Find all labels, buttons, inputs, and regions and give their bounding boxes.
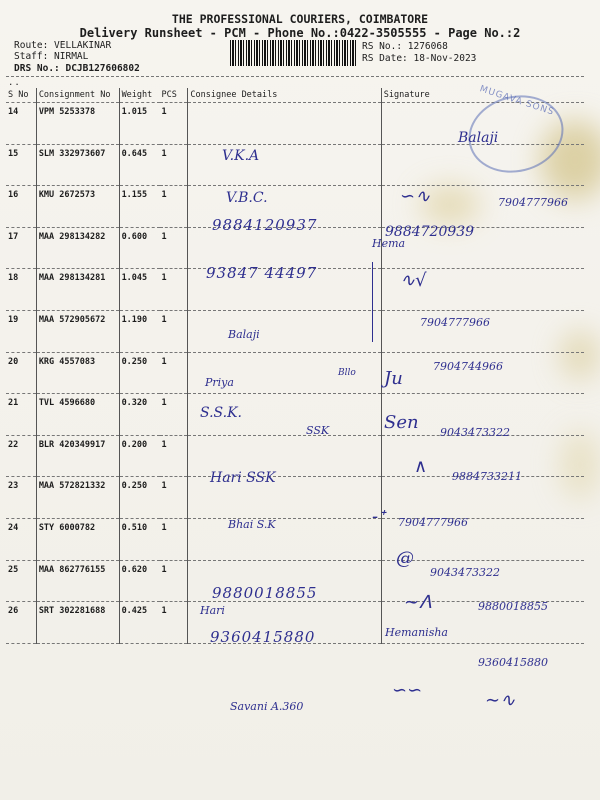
signature-scribble: ∼∿ bbox=[485, 690, 516, 711]
column-header: Consignment No bbox=[36, 88, 119, 103]
sno-cell: 15 bbox=[6, 144, 36, 186]
handwritten-name: Hema bbox=[372, 237, 406, 250]
weight-cell: 0.320 bbox=[119, 394, 159, 436]
column-header: Signature bbox=[381, 88, 584, 103]
handwritten-phone: 7904777966 bbox=[420, 316, 490, 329]
column-header: S No bbox=[6, 88, 36, 103]
route-label: Route: VELLAKINAR bbox=[14, 40, 112, 51]
runsheet-subtitle: Delivery Runsheet - PCM - Phone No.:0422-3505555 - Page No.:2 bbox=[79, 26, 521, 40]
sno-cell: 22 bbox=[6, 435, 36, 477]
weight-cell: 0.645 bbox=[119, 144, 159, 186]
signature-scribble: ∽∿ bbox=[400, 186, 431, 207]
column-header: Consignee Details bbox=[188, 88, 381, 103]
sno-cell: 23 bbox=[6, 477, 36, 519]
pcs-cell: 1 bbox=[160, 186, 188, 228]
handwritten-phone: 7904777966 bbox=[398, 516, 468, 529]
consignment-cell: MAA 572821332 bbox=[36, 477, 119, 519]
handwritten-note: V.B.C. bbox=[226, 190, 268, 206]
signature-cell bbox=[381, 477, 584, 519]
handwritten-note: S.S.K. bbox=[200, 405, 242, 421]
weight-cell: 0.510 bbox=[119, 518, 159, 560]
dots: .. bbox=[8, 78, 21, 88]
signature-scribble: ∽∽ bbox=[392, 680, 423, 701]
consignee-cell bbox=[188, 518, 381, 560]
handwritten-note: Balaji bbox=[228, 328, 260, 341]
consignment-cell: MAA 862776155 bbox=[36, 560, 119, 602]
sno-cell: 17 bbox=[6, 227, 36, 269]
pcs-cell: 1 bbox=[160, 227, 188, 269]
handwritten-phone: 7904777966 bbox=[498, 196, 568, 209]
weight-cell: 0.200 bbox=[119, 435, 159, 477]
pcs-cell: 1 bbox=[160, 477, 188, 519]
stamp-text: MUGAVA SONS bbox=[478, 84, 556, 118]
weight-cell: 0.250 bbox=[119, 352, 159, 394]
barcode bbox=[230, 40, 356, 66]
weight-cell: 0.620 bbox=[119, 560, 159, 602]
handwritten-phone: 93847 44497 bbox=[206, 264, 318, 282]
divider bbox=[6, 76, 584, 77]
sno-cell: 16 bbox=[6, 186, 36, 228]
handwritten-phone: 9043473322 bbox=[430, 566, 500, 579]
handwritten-signature: Balaji bbox=[458, 130, 499, 146]
consignment-cell: MAA 298134282 bbox=[36, 227, 119, 269]
handwritten-phone: 7904744966 bbox=[433, 360, 503, 373]
pcs-cell: 1 bbox=[160, 518, 188, 560]
table-row bbox=[6, 477, 584, 519]
handwritten-name: Hemanisha bbox=[385, 626, 448, 639]
handwritten-note: Savani A.360 bbox=[230, 700, 304, 713]
consignment-cell: VPM 5253378 bbox=[36, 103, 119, 145]
sno-cell: 19 bbox=[6, 310, 36, 352]
staff-label: Staff: NIRMAL bbox=[14, 51, 89, 62]
consignment-cell: STY 6000782 bbox=[36, 518, 119, 560]
weight-cell: 0.600 bbox=[119, 227, 159, 269]
sno-cell: 21 bbox=[6, 394, 36, 436]
rs-number: RS No.: 1276068 bbox=[362, 41, 448, 52]
handwritten-line bbox=[372, 262, 373, 342]
pcs-cell: 1 bbox=[160, 269, 188, 311]
consignment-cell: SLM 332973607 bbox=[36, 144, 119, 186]
sno-cell: 14 bbox=[6, 103, 36, 145]
pcs-cell: 1 bbox=[160, 602, 188, 644]
handwritten-note: V.K.A bbox=[222, 148, 260, 164]
signature-scribble: -ᐩ bbox=[372, 506, 386, 527]
consignment-cell: BLR 420349917 bbox=[36, 435, 119, 477]
handwritten-phone: 9880018855 bbox=[212, 584, 318, 602]
weight-cell: 1.045 bbox=[119, 269, 159, 311]
handwritten-note: Bhai S.K bbox=[228, 518, 276, 531]
signature-scribble: Sen bbox=[384, 412, 419, 433]
handwritten-phone: 9884733211 bbox=[452, 470, 522, 483]
pcs-cell: 1 bbox=[160, 560, 188, 602]
weight-cell: 0.425 bbox=[119, 602, 159, 644]
sno-cell: 18 bbox=[6, 269, 36, 311]
pcs-cell: 1 bbox=[160, 394, 188, 436]
consignment-cell: SRT 302281688 bbox=[36, 602, 119, 644]
consignee-cell bbox=[188, 144, 381, 186]
rs-date: RS Date: 18-Nov-2023 bbox=[362, 53, 477, 64]
handwritten-phone: 9360415880 bbox=[210, 628, 316, 646]
signature-scribble: ∧ bbox=[414, 456, 428, 477]
consignment-cell: KMU 2672573 bbox=[36, 186, 119, 228]
consignment-cell: TVL 4596680 bbox=[36, 394, 119, 436]
handwritten-phone: 9884720939 bbox=[385, 224, 475, 240]
handwritten-note: Hari bbox=[200, 604, 225, 617]
weight-cell: 1.190 bbox=[119, 310, 159, 352]
drs-number: DRS No.: DCJB127606802 bbox=[14, 63, 140, 74]
consignment-cell: MAA 572905672 bbox=[36, 310, 119, 352]
consignee-cell bbox=[188, 310, 381, 352]
sno-cell: 24 bbox=[6, 518, 36, 560]
handwritten-phone: 9360415880 bbox=[478, 656, 548, 669]
sno-cell: 26 bbox=[6, 602, 36, 644]
sno-cell: 20 bbox=[6, 352, 36, 394]
pcs-cell: 1 bbox=[160, 103, 188, 145]
pcs-cell: 1 bbox=[160, 435, 188, 477]
table-row bbox=[6, 518, 584, 560]
handwritten-phone: 9880018855 bbox=[478, 600, 548, 613]
handwritten-phone: 9043473322 bbox=[440, 426, 510, 439]
pcs-cell: 1 bbox=[160, 352, 188, 394]
consignment-cell: MAA 298134281 bbox=[36, 269, 119, 311]
column-header: Weight bbox=[119, 88, 159, 103]
company-title: THE PROFESSIONAL COURIERS, COIMBATORE bbox=[171, 12, 429, 26]
signature-scribble: ∼ᐱ bbox=[404, 592, 432, 613]
weight-cell: 1.015 bbox=[119, 103, 159, 145]
column-header: PCS bbox=[160, 88, 188, 103]
pcs-cell: 1 bbox=[160, 310, 188, 352]
handwritten-note: Priya bbox=[205, 376, 234, 389]
sno-cell: 25 bbox=[6, 560, 36, 602]
signature-scribble: @ bbox=[396, 548, 414, 569]
handwritten-note: Hari SSK bbox=[210, 470, 276, 486]
weight-cell: 1.155 bbox=[119, 186, 159, 228]
pcs-cell: 1 bbox=[160, 144, 188, 186]
handwritten-phone: 9884120937 bbox=[212, 216, 318, 234]
consignee-cell bbox=[188, 103, 381, 145]
signature-scribble: Ju bbox=[384, 368, 403, 389]
handwritten-note: Bllo bbox=[338, 368, 356, 378]
table-row bbox=[6, 310, 584, 352]
weight-cell: 0.250 bbox=[119, 477, 159, 519]
consignment-cell: KRG 4557083 bbox=[36, 352, 119, 394]
signature-scribble: ∿√ bbox=[400, 270, 427, 291]
handwritten-note: SSK bbox=[306, 424, 330, 437]
